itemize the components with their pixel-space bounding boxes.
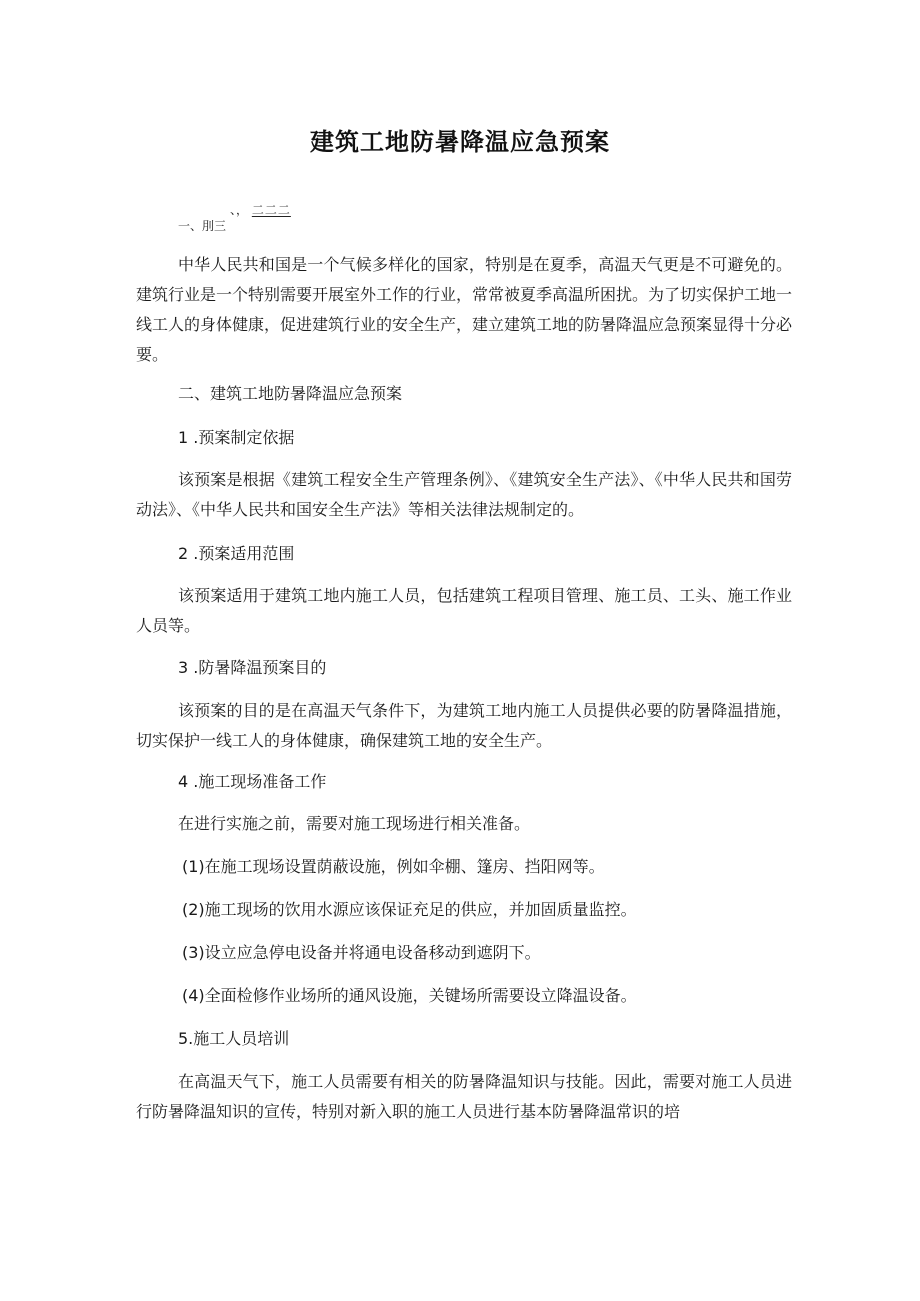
sub5-heading: 5.施工人员培训 <box>178 1029 290 1048</box>
sub1-paragraph: 该预案是根据《建筑工程安全生产管理条例》、《建筑安全生产法》、《中华人民共和国劳动法》、《中华人民共和国安全生产法》等相关法律法规制定的。 <box>136 470 792 519</box>
document-title: 建筑工地防暑降温应急预案 <box>310 128 610 156</box>
sub4-intro: 在进行实施之前，需要对施工现场进行相关准备。 <box>178 814 531 833</box>
section-one-heading: 一、刖三 <box>178 219 227 233</box>
garbled-dashes: 二二二 <box>251 203 291 217</box>
sub4-heading: 4 .施工现场准备工作 <box>178 772 327 791</box>
garbled-marks: 、， <box>230 203 249 217</box>
sub2-heading: 2 .预案适用范围 <box>178 544 295 563</box>
garbled-heading-marks <box>230 201 291 218</box>
sub3-paragraph: 该预案的目的是在高温天气条件下，为建筑工地内施工人员提供必要的防暑降温措施，切实保护一线工人的身体健康，确保建筑工地的安全生产。 <box>136 701 792 750</box>
intro-paragraph: 中华人民共和国是一个气候多样化的国家，特别是在夏季，高温天气更是不可避免的。建筑行业是一个特别需要开展室外工作的行业，常常被夏季高温所困扰。为了切实保护工地一线工人的身体健康，促进建筑行业的安全生产，建立建筑工地的防暑降温应急预案显得十分必要。 <box>136 255 793 364</box>
sub3-heading: 3 .防暑降温预案目的 <box>178 658 327 677</box>
sub1-heading: 1 .预案制定依据 <box>178 428 295 447</box>
sub2-paragraph: 该预案适用于建筑工地内施工人员，包括建筑工程项目管理、施工员、工头、施工作业人员等。 <box>136 586 792 635</box>
sub4-item: (1)在施工现场设置荫蔽设施，例如伞棚、篷房、挡阳网等。 <box>182 857 605 876</box>
section-two-heading: 二、建筑工地防暑降温应急预案 <box>178 384 403 403</box>
sub4-item: (4)全面检修作业场所的通风设施，关键场所需要设立降温设备。 <box>182 986 637 1005</box>
sub4-item: (3)设立应急停电设备并将通电设备移动到遮阴下。 <box>182 943 541 962</box>
sub5-paragraph: 在高温天气下，施工人员需要有相关的防暑降温知识与技能。因此，需要对施工人员进行防暑降温知识的宣传，特别对新入职的施工人员进行基本防暑降温常识的培 <box>136 1072 792 1121</box>
sub4-item: (2)施工现场的饮用水源应该保证充足的供应，并加固质量监控。 <box>182 900 637 919</box>
